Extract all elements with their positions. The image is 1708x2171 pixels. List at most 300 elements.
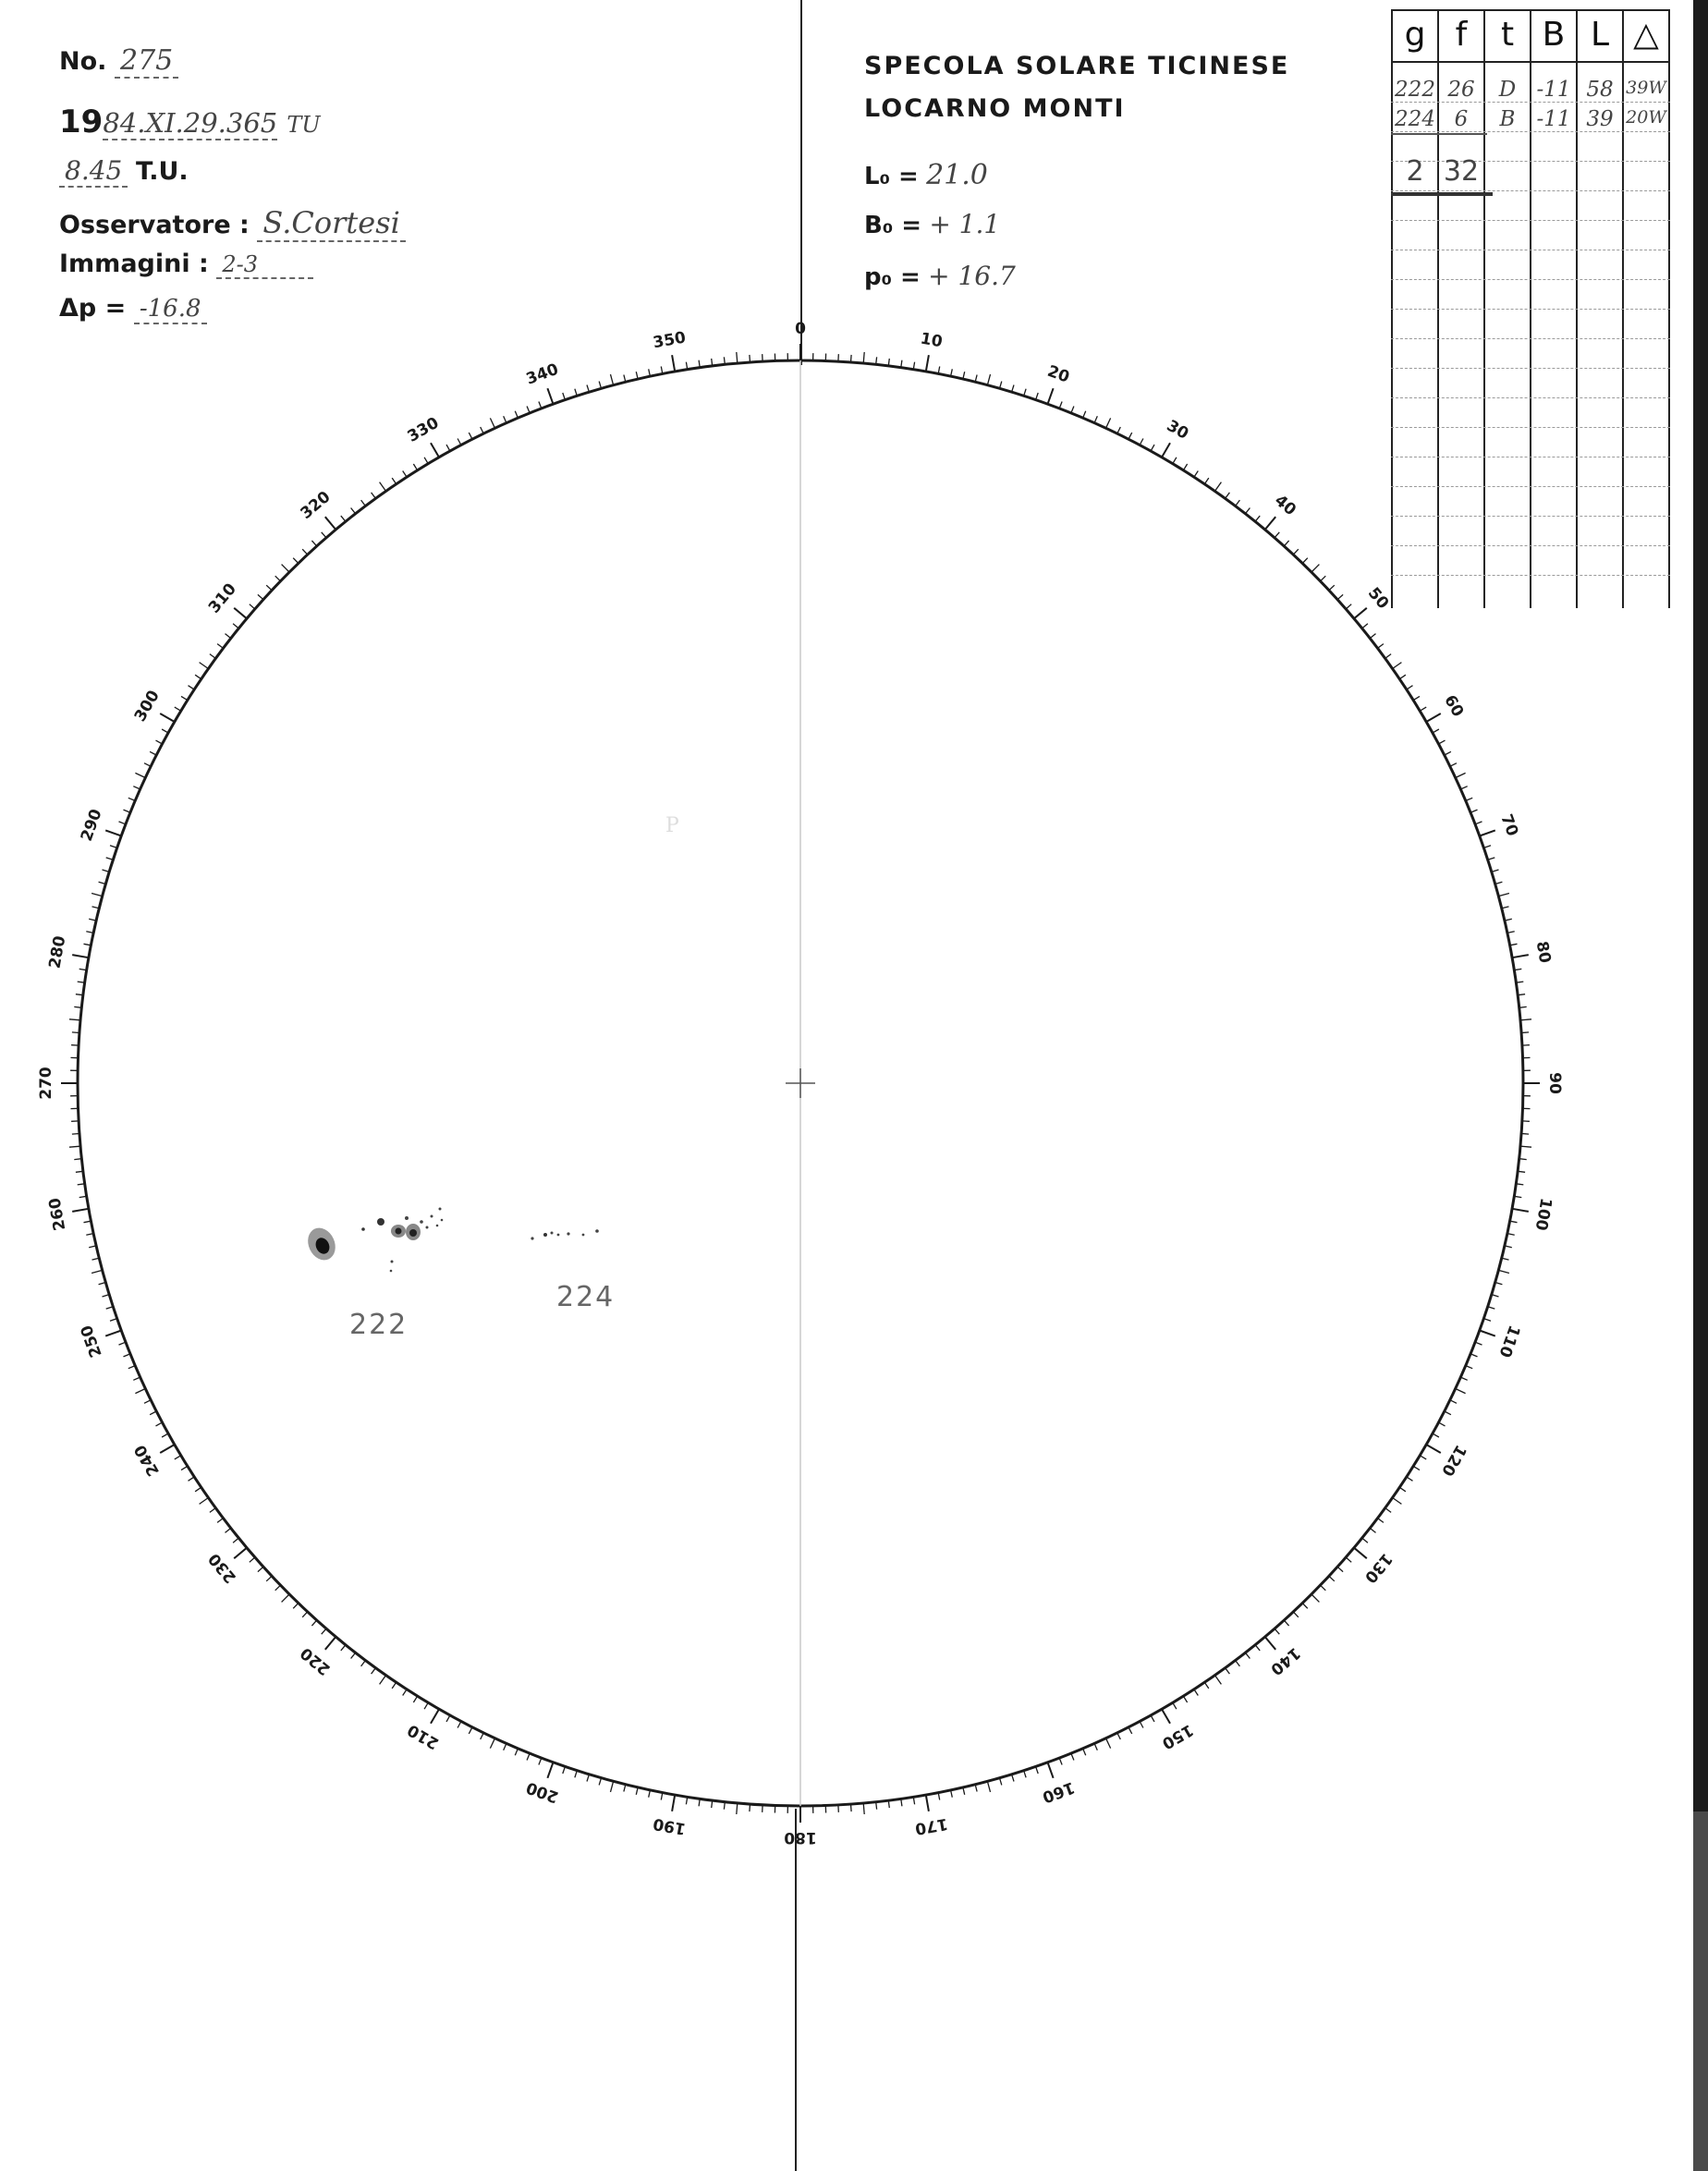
degree-tick xyxy=(1370,1528,1375,1532)
degree-tick xyxy=(266,585,272,591)
degree-tick xyxy=(135,1389,145,1394)
degree-tick xyxy=(1450,763,1457,767)
degree-tick xyxy=(1505,919,1512,921)
date-line: 1984.XI.29.365 TU xyxy=(59,104,321,140)
degree-tick xyxy=(963,1787,965,1795)
degree-tick xyxy=(341,516,346,521)
degree-tick xyxy=(233,1538,238,1543)
solar-disk xyxy=(78,360,1523,1806)
degree-tick xyxy=(1354,1548,1367,1559)
degree-tick xyxy=(1520,1146,1531,1147)
sunspot xyxy=(431,1215,433,1218)
degree-tick xyxy=(1512,1209,1529,1212)
degree-tick xyxy=(1312,565,1319,572)
degree-tick xyxy=(89,919,96,921)
degree-tick xyxy=(1083,411,1086,418)
degree-tick xyxy=(1502,907,1509,909)
degree-tick xyxy=(636,1787,638,1795)
degree-tick xyxy=(160,1445,175,1453)
degree-tick xyxy=(160,714,175,722)
degree-tick xyxy=(128,798,135,800)
degree-tick xyxy=(162,729,168,733)
degree-tick xyxy=(1194,471,1198,478)
degree-tick xyxy=(547,388,553,404)
table-cell: -11 xyxy=(1536,107,1571,131)
degree-tick xyxy=(1502,1258,1509,1260)
degree-tick xyxy=(1445,751,1451,755)
degree-tick xyxy=(1302,1604,1308,1609)
degree-tick xyxy=(234,608,247,619)
table-cell: B xyxy=(1499,107,1516,131)
degree-tick xyxy=(1245,508,1250,514)
observatory-name: SPECOLA SOLARE TICINESE xyxy=(864,52,1290,80)
degree-tick xyxy=(1362,1538,1368,1543)
degree-tick xyxy=(200,663,209,669)
sunspot xyxy=(409,1229,417,1237)
degree-tick xyxy=(1329,1576,1335,1581)
record-number: No. 275 xyxy=(59,44,178,79)
degree-label: 80 xyxy=(1531,939,1555,965)
degree-tick xyxy=(144,1400,151,1404)
degree-tick xyxy=(1173,457,1177,464)
degree-tick xyxy=(1036,393,1039,400)
degree-tick xyxy=(1117,427,1121,433)
degree-tick xyxy=(1470,810,1477,812)
degree-tick xyxy=(926,1795,929,1811)
degree-tick xyxy=(156,740,163,744)
degree-label: 310 xyxy=(204,579,240,617)
degree-tick xyxy=(72,1032,79,1033)
degree-tick xyxy=(1321,1585,1326,1591)
degree-tick xyxy=(361,1661,366,1666)
degree-tick xyxy=(133,1377,140,1380)
sunspot xyxy=(567,1232,569,1235)
degree-tick xyxy=(481,1733,484,1739)
degree-tick xyxy=(458,439,461,445)
header-L: L xyxy=(1590,16,1610,54)
degree-tick xyxy=(233,624,238,628)
degree-tick xyxy=(72,955,89,957)
degree-tick xyxy=(1399,1487,1406,1492)
degree-tick xyxy=(1378,1518,1384,1523)
degree-label: 280 xyxy=(45,934,70,970)
degree-tick xyxy=(1399,675,1406,679)
degree-tick xyxy=(1475,1342,1482,1345)
degree-tick xyxy=(1466,1366,1472,1369)
degree-tick xyxy=(1236,500,1240,506)
degree-tick xyxy=(1245,1653,1250,1658)
L0-value: 21.0 xyxy=(926,159,988,191)
header-delta: △ xyxy=(1633,16,1659,54)
degree-tick xyxy=(69,1019,80,1020)
degree-tick xyxy=(119,1342,126,1345)
degree-tick xyxy=(863,352,864,363)
degree-tick xyxy=(302,549,308,555)
degree-tick xyxy=(162,1433,168,1437)
degree-label: 130 xyxy=(1360,1549,1397,1587)
degree-label: 10 xyxy=(919,329,945,352)
degree-tick xyxy=(413,464,417,470)
header-g: g xyxy=(1404,16,1426,54)
table-cell: 26 xyxy=(1447,78,1475,102)
degree-label: 170 xyxy=(913,1813,949,1838)
degree-tick xyxy=(1162,1709,1170,1724)
degree-tick xyxy=(175,707,181,711)
table-cell: 39 xyxy=(1586,107,1614,131)
degree-tick xyxy=(515,1749,518,1755)
degree-tick xyxy=(361,500,366,506)
degree-tick xyxy=(1450,1400,1457,1404)
degree-tick xyxy=(1255,516,1260,521)
sunspot xyxy=(396,1228,402,1235)
degree-tick xyxy=(963,372,965,379)
total-groups: 2 xyxy=(1406,155,1424,188)
sunspot xyxy=(426,1226,429,1229)
degree-tick xyxy=(1083,1749,1086,1755)
sunspot xyxy=(377,1218,384,1226)
degree-tick xyxy=(258,1567,263,1571)
degree-tick xyxy=(1393,663,1402,669)
degree-tick xyxy=(490,418,494,428)
degree-tick xyxy=(69,1146,80,1147)
degree-label: 250 xyxy=(77,1323,106,1360)
degree-tick xyxy=(1275,532,1279,538)
degree-tick xyxy=(611,374,614,385)
sunspot xyxy=(420,1220,423,1224)
degree-tick xyxy=(1420,1456,1426,1459)
degree-tick xyxy=(282,565,289,572)
date-value: 84.XI.29.365 xyxy=(103,107,278,139)
table-cell: D xyxy=(1498,78,1517,102)
degree-tick xyxy=(380,482,386,492)
degree-tick xyxy=(1048,388,1054,404)
degree-tick xyxy=(1204,478,1209,484)
degree-tick xyxy=(175,1456,181,1459)
delta-p-value: -16.8 xyxy=(134,295,207,324)
degree-tick xyxy=(1151,445,1154,451)
degree-tick xyxy=(266,1576,272,1581)
degree-tick xyxy=(74,1159,81,1160)
degree-tick xyxy=(1226,1668,1230,1674)
degree-tick xyxy=(275,576,281,581)
degree-tick xyxy=(1265,1637,1276,1650)
degree-tick xyxy=(1293,549,1299,555)
degree-tick xyxy=(446,1715,450,1722)
degree-tick xyxy=(1475,822,1482,824)
degree-tick xyxy=(1519,1159,1527,1160)
degree-tick xyxy=(1445,1411,1451,1415)
P0-line: p₀ = + 16.7 xyxy=(864,261,1016,291)
table-cell: 20W xyxy=(1626,107,1666,128)
degree-tick xyxy=(563,393,566,400)
degree-tick xyxy=(431,443,439,457)
degree-tick xyxy=(1420,707,1426,711)
degree-tick xyxy=(105,830,121,835)
B0-line: B₀ = + 1.1 xyxy=(864,209,1001,239)
degree-tick xyxy=(92,1258,100,1260)
degree-tick xyxy=(1407,686,1413,689)
degree-tick xyxy=(469,433,472,439)
degree-tick xyxy=(1433,729,1439,733)
degree-tick xyxy=(1433,1433,1439,1437)
degree-tick xyxy=(403,1689,407,1696)
degree-label: 220 xyxy=(297,1643,335,1679)
degree-tick xyxy=(1275,1628,1279,1634)
degree-tick xyxy=(1413,696,1420,700)
degree-tick xyxy=(302,1612,308,1617)
degree-label: 0 xyxy=(795,320,806,338)
degree-tick xyxy=(1215,482,1222,492)
table-cell: 6 xyxy=(1454,107,1469,131)
degree-tick xyxy=(1117,1733,1121,1739)
degree-tick xyxy=(1393,1498,1402,1505)
degree-tick xyxy=(1512,955,1529,957)
images-value: 2-3 xyxy=(216,251,313,279)
observer-value: S.Cortesi xyxy=(257,205,405,242)
degree-label: 70 xyxy=(1496,811,1522,839)
degree-tick xyxy=(424,1702,428,1709)
degree-label: 100 xyxy=(1531,1196,1556,1232)
degree-tick xyxy=(1439,740,1446,744)
degree-tick xyxy=(293,558,299,564)
degree-tick xyxy=(724,1802,725,1810)
degree-tick xyxy=(1385,654,1391,659)
degree-tick xyxy=(110,1319,117,1322)
degree-tick xyxy=(1483,846,1491,848)
degree-label: 350 xyxy=(652,328,688,353)
degree-tick xyxy=(1466,798,1472,800)
degree-tick xyxy=(1337,1567,1343,1571)
degree-tick xyxy=(458,1722,461,1728)
degree-tick xyxy=(1521,1134,1529,1135)
degree-tick xyxy=(1483,1319,1491,1322)
degree-tick xyxy=(110,846,117,848)
sunspot xyxy=(595,1229,599,1233)
degree-tick xyxy=(150,751,156,755)
degree-tick xyxy=(504,416,506,422)
degree-tick xyxy=(1480,830,1495,835)
faint-mark: P xyxy=(665,814,679,837)
degree-tick xyxy=(1519,1006,1527,1007)
degree-tick xyxy=(181,696,188,700)
degree-tick xyxy=(1173,1702,1177,1709)
degree-tick xyxy=(547,1762,553,1778)
degree-tick xyxy=(1204,1682,1209,1689)
degree-tick xyxy=(1337,594,1343,599)
degree-tick xyxy=(226,1528,231,1532)
degree-label: 190 xyxy=(652,1813,688,1838)
degree-tick xyxy=(469,1727,472,1734)
degree-tick xyxy=(1426,714,1441,722)
degree-tick xyxy=(1498,1270,1509,1273)
degree-tick xyxy=(446,445,450,451)
degree-tick xyxy=(1162,443,1170,457)
degree-tick xyxy=(490,1738,494,1749)
degree-tick xyxy=(311,541,316,546)
degree-tick xyxy=(504,1743,506,1750)
degree-tick xyxy=(1505,1246,1512,1248)
degree-label: 60 xyxy=(1440,691,1468,721)
degree-label: 210 xyxy=(404,1720,443,1753)
degree-label: 300 xyxy=(130,687,164,726)
degree-tick xyxy=(876,357,877,364)
sunspot xyxy=(390,1270,393,1273)
degree-tick xyxy=(217,644,223,649)
sunspot xyxy=(391,1261,394,1263)
observer-line: Osservatore : S.Cortesi xyxy=(59,205,406,242)
sunspot xyxy=(361,1227,365,1231)
degree-label: 320 xyxy=(297,487,335,523)
header-B: B xyxy=(1542,16,1566,54)
degree-tick xyxy=(200,1498,209,1505)
degree-tick xyxy=(1128,1727,1132,1734)
degree-tick xyxy=(1284,1620,1288,1626)
degree-tick xyxy=(392,478,396,484)
degree-tick xyxy=(1106,418,1111,428)
degree-tick xyxy=(413,1696,417,1702)
degree-tick xyxy=(1407,1477,1413,1481)
header-t: t xyxy=(1500,16,1515,54)
degree-tick xyxy=(1140,439,1143,445)
sunspot xyxy=(405,1216,409,1220)
table-cell: 58 xyxy=(1586,78,1614,102)
table-cell: 224 xyxy=(1395,107,1435,131)
degree-label: 160 xyxy=(1040,1777,1078,1807)
degree-tick xyxy=(515,411,518,418)
degree-tick xyxy=(195,1487,201,1492)
degree-tick xyxy=(431,1709,439,1724)
degree-tick xyxy=(282,1594,289,1602)
observatory-location: LOCARNO MONTI xyxy=(864,94,1126,123)
degree-label: 140 xyxy=(1266,1643,1304,1679)
P0-value: + 16.7 xyxy=(928,261,1016,291)
degree-tick xyxy=(1194,1689,1198,1696)
sunspot-group-222 xyxy=(303,1208,444,1273)
degree-tick xyxy=(372,1668,376,1674)
degree-tick xyxy=(863,1803,864,1814)
sunspot-group-224 xyxy=(531,1229,598,1239)
B0-value: + 1.1 xyxy=(929,209,1001,239)
degree-tick xyxy=(250,1557,255,1562)
sunspot xyxy=(543,1233,547,1237)
degree-label: 20 xyxy=(1044,361,1072,387)
L0-line: L₀ = 21.0 xyxy=(864,159,988,191)
degree-tick xyxy=(1470,1354,1477,1357)
degree-label: 270 xyxy=(37,1067,55,1100)
degree-tick xyxy=(1302,558,1308,564)
degree-tick xyxy=(1460,787,1467,789)
degree-tick xyxy=(876,1802,877,1810)
degree-tick xyxy=(1520,1019,1531,1020)
record-number-value: 275 xyxy=(115,44,178,79)
degree-label: 50 xyxy=(1363,584,1393,613)
degree-tick xyxy=(563,1766,566,1774)
degree-tick xyxy=(1312,1594,1319,1602)
degree-tick xyxy=(144,763,151,767)
degree-tick xyxy=(150,1411,156,1415)
degree-tick xyxy=(987,1781,990,1792)
degree-tick xyxy=(1059,402,1062,409)
degree-label: 40 xyxy=(1271,491,1299,520)
degree-tick xyxy=(92,907,100,909)
time-line: 8.45 T.U. xyxy=(59,155,189,188)
degree-tick xyxy=(1460,1377,1467,1380)
degree-label: 230 xyxy=(204,1549,240,1587)
degree-tick xyxy=(322,532,326,538)
degree-tick xyxy=(234,1548,247,1559)
degree-tick xyxy=(189,686,195,689)
degree-tick xyxy=(72,1134,79,1135)
table-cell: 39W xyxy=(1626,78,1666,98)
degree-tick xyxy=(1362,624,1368,628)
degree-tick xyxy=(1183,464,1187,470)
degree-tick xyxy=(325,517,336,530)
degree-tick xyxy=(624,1785,626,1792)
degree-tick xyxy=(975,375,977,383)
degree-label: 120 xyxy=(1437,1441,1470,1480)
degree-label: 260 xyxy=(45,1196,70,1232)
degree-label: 200 xyxy=(523,1777,561,1807)
degree-tick xyxy=(611,1781,614,1792)
degree-tick xyxy=(1346,1557,1351,1562)
table-cell: -11 xyxy=(1536,78,1571,102)
degree-tick xyxy=(341,1645,346,1651)
degree-tick xyxy=(975,1785,977,1792)
degree-label: 240 xyxy=(130,1441,164,1480)
degree-tick xyxy=(1265,517,1276,530)
degree-tick xyxy=(189,1477,195,1481)
degree-tick xyxy=(1048,1762,1054,1778)
degree-tick xyxy=(325,1637,336,1650)
degree-tick xyxy=(527,407,530,413)
sunspot xyxy=(441,1219,444,1222)
degree-label: 110 xyxy=(1494,1323,1524,1360)
degree-tick xyxy=(380,1676,386,1685)
degree-tick xyxy=(1439,1422,1446,1426)
degree-tick xyxy=(1293,1612,1299,1617)
degree-label: 30 xyxy=(1163,416,1192,444)
degree-tick xyxy=(1215,1676,1222,1685)
degree-tick xyxy=(135,773,145,777)
degree-tick xyxy=(124,1354,130,1357)
group-label-222: 222 xyxy=(349,1309,409,1341)
degree-tick xyxy=(1094,416,1097,422)
degree-tick xyxy=(1346,604,1351,609)
degree-tick xyxy=(1480,1331,1495,1336)
degree-tick xyxy=(539,1758,542,1764)
degree-tick xyxy=(217,1518,223,1523)
degree-tick xyxy=(124,810,130,812)
degree-tick xyxy=(1413,1466,1420,1470)
degree-tick xyxy=(1094,1743,1097,1750)
degree-tick xyxy=(737,1803,738,1814)
degree-tick xyxy=(539,402,542,409)
degree-tick xyxy=(322,1628,326,1634)
header-f: f xyxy=(1455,16,1468,54)
degree-tick xyxy=(1329,585,1335,591)
degree-tick xyxy=(1236,1661,1240,1666)
degree-tick xyxy=(987,374,990,385)
degree-tick xyxy=(672,355,675,372)
degree-tick xyxy=(89,1246,96,1248)
degree-tick xyxy=(1071,1753,1074,1760)
degree-tick xyxy=(1284,541,1288,546)
degree-tick xyxy=(1321,576,1326,581)
degree-tick xyxy=(1106,1738,1111,1749)
degree-tick xyxy=(1036,1766,1039,1774)
degree-tick xyxy=(481,427,484,433)
degree-tick xyxy=(392,1682,396,1689)
